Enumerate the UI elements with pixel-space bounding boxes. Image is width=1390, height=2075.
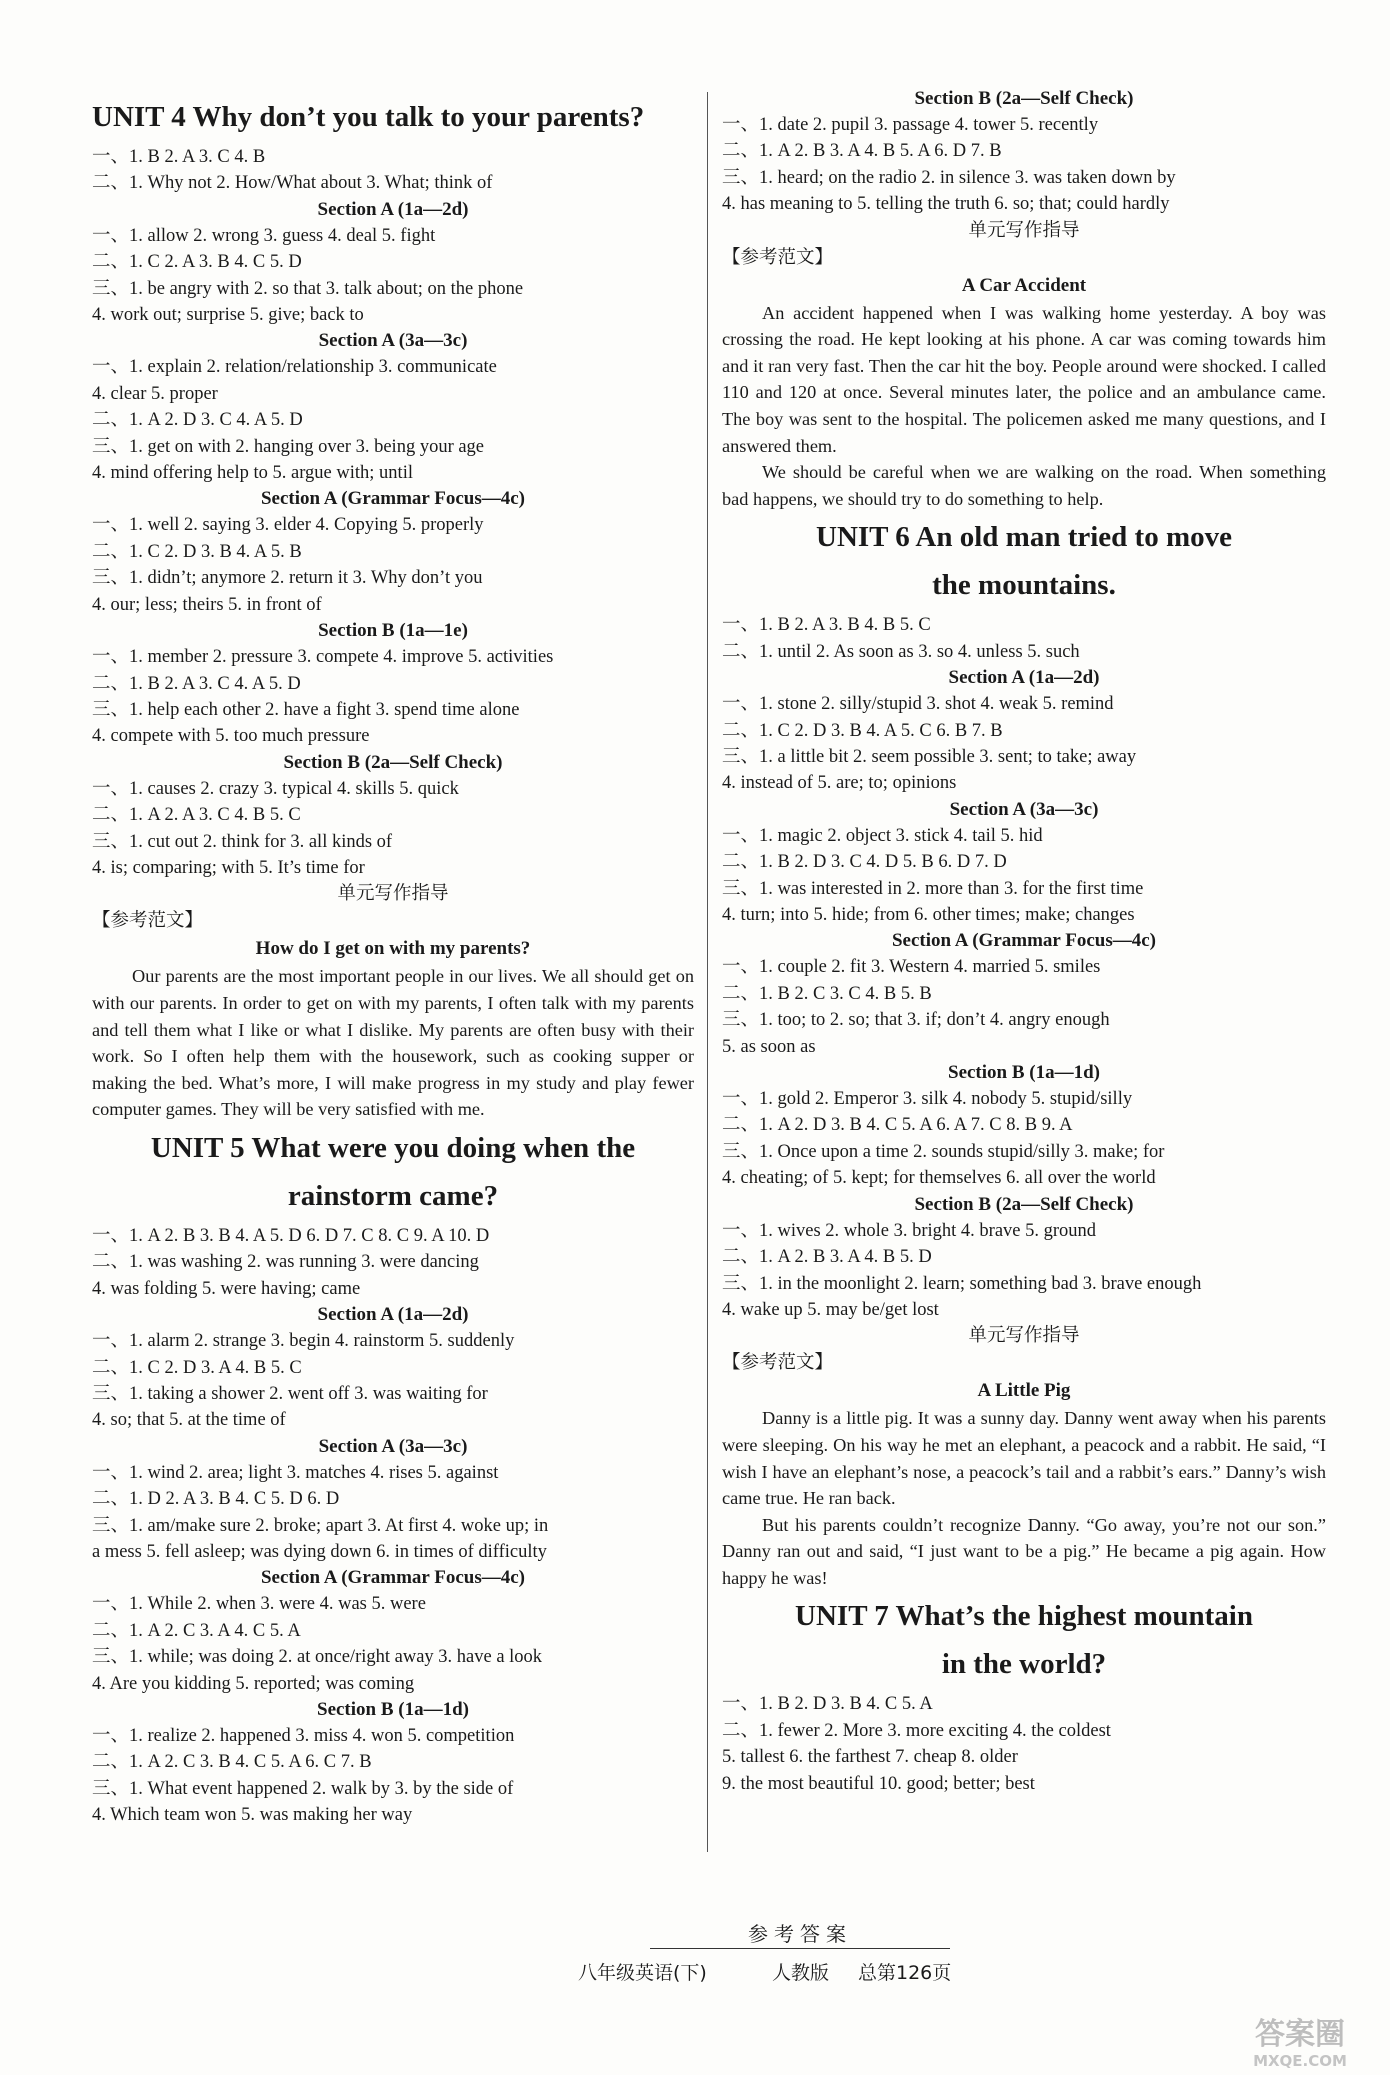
answer-line: 二、1. A 2. B 3. A 4. B 5. D [722,1247,932,1268]
answer-line: 二、1. D 2. A 3. B 4. C 5. D 6. D [92,1489,340,1510]
answer-line: 一、1. stone 2. silly/stupid 3. shot 4. weak 5. remind [722,694,1114,715]
answer-line: 二、1. A 2. D 3. B 4. C 5. A 6. A 7. C 8. B 9. A [722,1115,1073,1136]
footer-grade: 八年级英语(下) [578,1962,707,1984]
answer-line: 一、1. member 2. pressure 3. compete 4. improve 5. activities [92,647,554,668]
answer-line: 4. cheating; of 5. kept; for themselves 6. all over the world [722,1168,1156,1189]
answer-line: 一、1. B 2. D 3. B 4. C 5. A [722,1694,933,1715]
section-heading: Section A (Grammar Focus—4c) [260,488,526,510]
right-column [722,86,1326,1797]
answer-line: 一、1. magic 2. object 3. stick 4. tail 5. hid [722,825,1043,846]
answer-line: 4. Which team won 5. was making her way [92,1805,413,1826]
answer-line: 三、1. get on with 2. hanging over 3. being your age [92,436,485,457]
footer-rule [650,1948,950,1949]
answer-line: 三、1. be angry with 2. so that 3. talk about; on the phone [92,278,524,299]
writing-guide-heading: 单元写作指导 [968,1325,1080,1347]
answer-line: 二、1. C 2. D 3. B 4. A 5. B [92,541,302,562]
section-heading: Section B (2a—Self Check) [283,751,503,773]
essay-paragraph: We should be careful when we are walking on the road. When something bad happens, we should try to do something to help. [722,462,1326,509]
answer-line: 一、1. gold 2. Emperor 3. silk 4. nobody 5. stupid/silly [722,1089,1133,1110]
unit-heading: rainstorm came? [287,1179,499,1212]
svg-text:答案圈: 答案圈 [1255,2017,1345,2052]
unit-heading: UNIT 4 Why don’t you talk to your parents? [92,101,645,133]
answer-line: 4. mind offering help to 5. argue with; until [92,463,413,484]
answer-line: 一、1. date 2. pupil 3. passage 4. tower 5. recently [722,115,1099,135]
answer-line: 二、1. Why not 2. How/What about 3. What; think of [92,173,493,194]
unit-heading: the mountains. [932,569,1116,602]
unit-heading: UNIT 5 What were you doing when the [150,1131,636,1164]
answer-line: 4. was folding 5. were having; came [92,1278,361,1299]
section-heading: Section B (2a—Self Check) [914,1193,1134,1215]
answer-line: 4. instead of 5. are; to; opinions [722,773,957,794]
answer-line: 二、1. was washing 2. was running 3. were dancing [92,1252,479,1273]
answer-line: 一、1. B 2. A 3. B 4. B 5. C [722,615,931,636]
answer-line: 一、1. causes 2. crazy 3. typical 4. skills 5. quick [92,778,459,799]
answer-line: 三、1. a little bit 2. seem possible 3. sent; to take; away [722,747,1137,767]
section-heading: Section B (2a—Self Check) [914,88,1134,109]
answer-line: 一、1. explain 2. relation/relationship 3. communicate [92,357,497,378]
unit-heading: in the world? [941,1648,1107,1681]
answer-line: 5. as soon as [722,1036,816,1057]
section-heading: Section B (1a—1d) [317,1699,469,1720]
model-essay-label: 【参考范文】 [722,1352,834,1374]
answer-line: 三、1. heard; on the radio 2. in silence 3. was taken down by [722,167,1176,188]
essay-paragraph: Our parents are the most important people in our lives. We all should get on with our parents. In order to get on with my parents, I often talk with my parents and tell them what I like or what I dislike. My parents are often busy with their work. So I often help them with the housework, such as cooking supper or making the bed. What’s more, I will make progress in my study and play fewer computer games. They will be very satisfied with me. [92,966,694,1120]
svg-text:MXQE.COM: MXQE.COM [1253,2052,1347,2070]
answer-line: 4. so; that 5. at the time of [92,1410,286,1431]
essay-title: A Little Pig [977,1380,1071,1402]
answer-line: 三、1. What event happened 2. walk by 3. by the side of [92,1778,514,1799]
section-heading: Section A (1a—2d) [317,198,469,220]
section-heading: Section A (3a—3c) [949,798,1099,820]
essay-title: A Car Accident [961,274,1087,296]
answer-line: a mess 5. fell asleep; was dying down 6. in times of difficulty [92,1541,547,1562]
answer-line: 二、1. C 2. D 3. B 4. A 5. C 6. B 7. B [722,720,1003,741]
answer-line: 三、1. while; was doing 2. at once/right away 3. have a look [92,1647,543,1668]
unit-heading: UNIT 6 An old man tried to move [816,521,1232,554]
answer-line: 二、1. B 2. A 3. C 4. A 5. D [92,673,301,694]
essay-paragraph: An accident happened when I was walking home yesterday. A boy was crossing the road. He kept looking at his phone. A car was coming towards him and it ran very fast. Then the car hit the boy. People around were shocked. I called 110 and 120 at once. Several minutes later, the police and an ambulance came. The boy was sent to the hospital. The policemen asked me many questions, and I answered them. [722,302,1326,456]
answer-line: 一、1. realize 2. happened 3. miss 4. won 5. competition [92,1726,515,1746]
unit-heading: UNIT 7 What’s the highest mountain [795,1600,1253,1633]
section-heading: Section A (3a—3c) [318,330,468,352]
answer-line: 二、1. B 2. C 3. C 4. B 5. B [722,983,932,1004]
footer-page: 总第126页 [858,1962,952,1984]
answer-line: 二、1. C 2. D 3. A 4. B 5. C [92,1357,302,1378]
answer-line: 二、1. B 2. D 3. C 4. D 5. B 6. D 7. D [722,852,1007,873]
answer-line: 一、1. While 2. when 3. were 4. was 5. were [92,1594,426,1615]
answer-line: 4. wake up 5. may be/get lost [722,1299,939,1320]
answer-line: 三、1. help each other 2. have a fight 3. spend time alone [92,699,520,720]
answer-line: 一、1. B 2. A 3. C 4. B [92,147,266,167]
answer-line: 4. our; less; theirs 5. in front of [92,594,322,615]
writing-guide-heading: 单元写作指导 [337,883,449,905]
answer-line: 4. turn; into 5. hide; from 6. other times; make; changes [722,905,1135,926]
answer-line: 三、1. too; to 2. so; that 3. if; don’t 4. angry enough [722,1010,1110,1031]
answer-line: 4. clear 5. proper [92,383,218,404]
section-heading: Section A (3a—3c) [318,1435,468,1457]
column-divider [707,92,708,1852]
answer-line: 4. work out; surprise 5. give; back to [92,305,364,326]
section-heading: Section A (1a—2d) [317,1304,469,1326]
answer-line: 一、1. wives 2. whole 3. bright 4. brave 5. ground [722,1220,1097,1241]
model-essay-label: 【参考范文】 [92,910,204,932]
answer-line: 三、1. cut out 2. think for 3. all kinds of [92,831,393,852]
answer-line: 三、1. was interested in 2. more than 3. for the first time [722,878,1144,899]
answer-line: 9. the most beautiful 10. good; better; best [722,1773,1035,1794]
answer-line: 一、1. A 2. B 3. B 4. A 5. D 6. D 7. C 8. C 9. A 10. D [92,1225,490,1246]
answer-line: 二、1. A 2. C 3. B 4. C 5. A 6. C 7. B [92,1752,372,1773]
footer-edition: 人教版 [772,1962,830,1984]
answer-line: 三、1. taking a shower 2. went off 3. was waiting for [92,1383,488,1404]
answer-line: 4. is; comparing; with 5. It’s time for [92,857,365,878]
footer-header: 参考答案 [748,1922,852,1946]
essay-title: How do I get on with my parents? [255,938,531,960]
answer-line: 三、1. Once upon a time 2. sounds stupid/silly 3. make; for [722,1141,1165,1162]
writing-guide-heading: 单元写作指导 [968,219,1080,241]
model-essay-label: 【参考范文】 [722,246,834,268]
answer-line: 二、1. A 2. D 3. C 4. A 5. D [92,410,303,431]
left-column [92,92,694,1829]
answer-line: 一、1. allow 2. wrong 3. guess 4. deal 5. fight [92,225,436,246]
section-heading: Section B (1a—1d) [948,1062,1100,1084]
section-heading: Section A (Grammar Focus—4c) [260,1567,526,1589]
essay-paragraph: But his parents couldn’t recognize Danny. “Go away, you’re not our son.” Danny ran out and said, “I just want to be a pig.” He became a pig again. How happy he was! [722,1514,1326,1588]
answer-line: 二、1. A 2. A 3. C 4. B 5. C [92,805,301,826]
watermark-logo [1225,2010,1375,2070]
essay-paragraph: Danny is a little pig. It was a sunny day. Danny went away when his parents were sleeping. On his way he met an elephant, a peacock and a rabbit. He said, “I wish I have an elephant’s nose, a peacock’s tail and a rabbit’s ears.” Danny’s wish came true. He ran back. [722,1408,1326,1509]
answer-line: 二、1. fewer 2. More 3. more exciting 4. the coldest [722,1720,1111,1741]
answer-line: 4. Are you kidding 5. reported; was coming [92,1673,415,1694]
answer-line: 二、1. until 2. As soon as 3. so 4. unless 5. such [722,641,1080,662]
answer-line: 三、1. in the moonlight 2. learn; something bad 3. brave enough [722,1273,1202,1294]
answer-line: 三、1. am/make sure 2. broke; apart 3. At first 4. woke up; in [92,1515,549,1536]
section-heading: Section A (Grammar Focus—4c) [891,930,1157,952]
section-heading: Section B (1a—1e) [318,620,468,642]
answer-line: 一、1. wind 2. area; light 3. matches 4. rises 5. against [92,1462,499,1483]
answer-line: 三、1. didn’t; anymore 2. return it 3. Why don’t you [92,568,483,589]
answer-line: 二、1. C 2. A 3. B 4. C 5. D [92,252,302,273]
answer-line: 一、1. couple 2. fit 3. Western 4. married 5. smiles [722,957,1101,978]
section-heading: Section A (1a—2d) [948,667,1100,689]
answer-line: 4. has meaning to 5. telling the truth 6. so; that; could hardly [722,194,1170,215]
answer-line: 5. tallest 6. the farthest 7. cheap 8. older [722,1747,1018,1768]
answer-line: 4. compete with 5. too much pressure [92,726,370,747]
answer-line: 一、1. alarm 2. strange 3. begin 4. rainstorm 5. suddenly [92,1331,515,1352]
answer-line: 二、1. A 2. C 3. A 4. C 5. A [92,1620,301,1641]
answer-line: 一、1. well 2. saying 3. elder 4. Copying 5. properly [92,515,484,536]
answer-line: 二、1. A 2. B 3. A 4. B 5. A 6. D 7. B [722,141,1002,162]
